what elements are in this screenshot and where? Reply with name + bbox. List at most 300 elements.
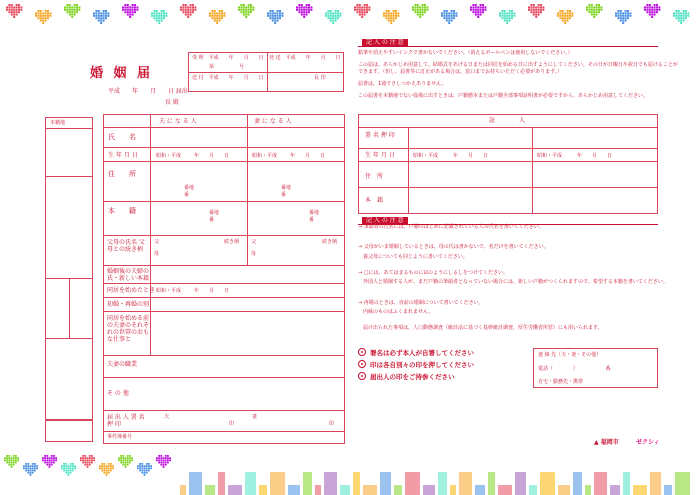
heart-pixel: [46, 459, 48, 461]
heart-pixel: [42, 459, 44, 461]
heart-pixel: [620, 17, 622, 19]
heart-pixel: [422, 6, 424, 8]
heart-pixel: [569, 17, 571, 19]
heart-pixel: [100, 15, 102, 17]
heart-pixel: [446, 15, 448, 17]
heart-pixel: [221, 10, 223, 12]
heart-pixel: [337, 10, 339, 12]
heart-pixel: [132, 6, 134, 8]
heart-pixel: [82, 462, 84, 464]
heart-pixel: [20, 6, 22, 8]
heart-pixel: [269, 17, 271, 19]
heart-pixel: [27, 467, 29, 469]
heart-pixel: [243, 11, 245, 13]
heart-pixel: [480, 9, 482, 11]
heart-pixel: [562, 12, 564, 14]
heart-pixel: [540, 6, 542, 8]
heart-pixel: [562, 20, 564, 22]
heart-pixel: [13, 457, 15, 459]
skyline-building: [315, 485, 321, 495]
heart-pixel: [112, 465, 114, 467]
heart-pixel: [144, 472, 146, 474]
heart-pixel: [567, 10, 569, 12]
heart-pixel: [250, 9, 252, 11]
heart-pixel: [44, 457, 46, 459]
heart-pixel: [45, 15, 47, 17]
heart-pixel: [108, 472, 110, 474]
heart-pixel: [68, 470, 70, 472]
heart-pixel: [620, 20, 622, 22]
heart-pixel: [163, 462, 165, 464]
heart-pixel: [72, 467, 74, 469]
sent-label: 発 送 平成 年 月 日: [269, 55, 341, 61]
bottom-note-1: 署名は必ず本人が自署してください: [370, 349, 474, 357]
heart-pixel: [76, 9, 78, 11]
heart-pixel: [141, 463, 143, 465]
heart-pixel: [533, 11, 535, 13]
heart-pixel: [656, 4, 658, 6]
heart-pixel: [600, 9, 602, 11]
heart-pixel: [74, 465, 76, 467]
heart-pixel: [533, 14, 535, 16]
heart-pixel: [160, 457, 162, 459]
heart-pixel: [593, 9, 595, 11]
wife-birth-ymd: 年 月 日: [290, 153, 326, 159]
heart-pixel: [649, 6, 651, 8]
heart-pixel: [303, 16, 305, 18]
husband-address-banchi: 番地: [184, 185, 195, 191]
heart-pixel: [250, 6, 252, 8]
skyline-building: [529, 485, 537, 495]
left-panel-header: 本籍地: [50, 120, 66, 126]
heart-pixel: [16, 4, 18, 6]
heart-pixel: [274, 17, 276, 19]
heart-pixel: [106, 467, 108, 469]
heart-pixel: [49, 15, 51, 17]
heart-pixel: [32, 470, 34, 472]
heart-pixel: [32, 465, 34, 467]
heart-pixel: [13, 6, 15, 8]
heart-pixel: [127, 457, 129, 459]
skyline-pattern: [0, 445, 700, 495]
heart-pixel: [46, 464, 48, 466]
heart-pixel: [274, 12, 276, 14]
heart-pixel: [42, 457, 44, 459]
heart-pixel: [240, 9, 242, 11]
heart-pixel: [146, 467, 148, 469]
heart-pixel: [453, 10, 455, 12]
cohabit-ymd: 年 月 日: [194, 288, 230, 294]
heart-pixel: [103, 10, 105, 12]
heart-pixel: [538, 14, 540, 16]
skyline-building: [540, 472, 555, 495]
heart-pixel: [125, 464, 127, 466]
heart-pixel: [530, 9, 532, 11]
heart-pixel: [82, 459, 84, 461]
heart-pixel: [598, 9, 600, 11]
heart-pixel: [356, 6, 358, 8]
brand-logo: ゼクシィ: [636, 439, 660, 446]
heart-pixel: [65, 470, 67, 472]
heart-pixel: [15, 455, 17, 457]
heart-pixel: [591, 14, 593, 16]
heart-pixel: [511, 15, 513, 17]
heart-pixel: [27, 463, 29, 465]
heart-pixel: [591, 9, 593, 11]
heart-pixel: [455, 12, 457, 14]
heart-pixel: [16, 14, 18, 16]
heart-pixel: [153, 15, 155, 17]
heart-pixel: [127, 6, 129, 8]
heart-pixel: [446, 12, 448, 14]
heart-pixel: [103, 463, 105, 465]
skyline-building: [515, 472, 526, 495]
heart-pixel: [646, 6, 648, 8]
heart-pixel: [501, 15, 503, 17]
heart-pixel: [127, 14, 129, 16]
heart-pixel: [441, 12, 443, 14]
heart-pixel: [617, 10, 619, 12]
heart-pixel: [156, 17, 158, 19]
husband-address-ban: 番: [184, 192, 190, 198]
skyline-building: [218, 472, 225, 495]
heart-pixel: [359, 11, 361, 13]
heart-pixel: [156, 20, 158, 22]
heart-pixel: [139, 467, 141, 469]
heart-pixel: [625, 12, 627, 14]
heart-pixel: [187, 9, 189, 11]
heart-pixel: [18, 11, 20, 13]
heart-pixel: [678, 12, 680, 14]
skyline-building: [459, 472, 472, 495]
heart-pixel: [221, 15, 223, 17]
heart-pixel: [656, 9, 658, 11]
first-marriage-row-label: 初婚・再婚の別: [107, 301, 150, 308]
heart-pixel: [419, 14, 421, 16]
heart-pixel: [484, 6, 486, 8]
heart-pixel: [335, 12, 337, 14]
heart-pixel: [40, 17, 42, 19]
heart-pixel: [477, 11, 479, 13]
heart-pixel: [6, 462, 8, 464]
heart-pixel: [511, 17, 513, 19]
heart-pixel: [559, 12, 561, 14]
heart-pixel: [310, 6, 312, 8]
heart-pixel: [279, 12, 281, 14]
heart-pixel: [598, 11, 600, 13]
heart-pixel: [530, 11, 532, 13]
heart-pixel: [675, 17, 677, 19]
heart-pixel: [678, 20, 680, 22]
heart-pixel: [644, 9, 646, 11]
heart-pixel: [243, 9, 245, 11]
heart-pixel: [625, 20, 627, 22]
heart-pixel: [678, 10, 680, 12]
heart-pixel: [98, 10, 100, 12]
heart-pixel: [419, 6, 421, 8]
heart-pixel: [141, 470, 143, 472]
heart-pixel: [101, 470, 103, 472]
heart-pixel: [11, 459, 13, 461]
heart-pixel: [557, 15, 559, 17]
heart-pixel: [49, 12, 51, 14]
heart-pixel: [160, 455, 162, 457]
heart-pixel: [185, 14, 187, 16]
heart-pixel: [675, 15, 677, 17]
heart-pixel: [71, 9, 73, 11]
skyline-building: [363, 485, 377, 495]
heart-pixel: [108, 470, 110, 472]
heart-pixel: [103, 465, 105, 467]
heart-pixel: [71, 16, 73, 18]
heart-pixel: [74, 9, 76, 11]
heart-pixel: [49, 462, 51, 464]
heart-pixel: [131, 459, 133, 461]
heart-pixel: [393, 12, 395, 14]
heart-pixel: [214, 15, 216, 17]
heart-pixel: [127, 462, 129, 464]
heart-pixel: [361, 6, 363, 8]
heart-pixel: [279, 10, 281, 12]
heart-pixel: [132, 9, 134, 11]
heart-pixel: [593, 6, 595, 8]
heart-pixel: [685, 12, 687, 14]
heart-pixel: [120, 462, 122, 464]
heart-pixel: [506, 22, 508, 24]
heart-pixel: [388, 10, 390, 12]
reception-box: [188, 52, 344, 92]
heart-pixel: [426, 9, 428, 11]
heart-pixel: [419, 16, 421, 18]
heart-pixel: [622, 15, 624, 17]
heart-pixel: [388, 12, 390, 14]
heart-pixel: [30, 470, 32, 472]
heart-pixel: [76, 11, 78, 13]
heart-pixel: [76, 6, 78, 8]
skyline-building: [380, 472, 391, 495]
heart-pixel: [364, 11, 366, 13]
heart-pixel: [296, 6, 298, 8]
heart-pixel: [103, 12, 105, 14]
heart-pixel: [219, 10, 221, 12]
heart-pixel: [480, 4, 482, 6]
heart-pixel: [593, 11, 595, 13]
heart-pixel: [25, 467, 27, 469]
heart-pixel: [100, 17, 102, 19]
signature-husband-seal: 印: [229, 421, 235, 427]
husband-mother: 母: [154, 251, 160, 257]
heart-pixel: [156, 12, 158, 14]
heart-pixel: [87, 457, 89, 459]
heart-pixel: [446, 17, 448, 19]
heart-pixel: [385, 10, 387, 12]
heart-pixel: [615, 15, 617, 17]
heart-pixel: [103, 470, 105, 472]
heart-pixel: [385, 12, 387, 14]
heart-pixel: [506, 12, 508, 14]
heart-pixel: [395, 15, 397, 17]
heart-pixel: [390, 12, 392, 14]
heart-pixel: [564, 22, 566, 24]
heart-pixel: [622, 12, 624, 14]
heart-pixel: [18, 9, 20, 11]
heart-pixel: [25, 465, 27, 467]
heart-pixel: [622, 20, 624, 22]
heart-pixel: [192, 9, 194, 11]
contact-title: 連 絡 先（夫・妻・その他）: [538, 352, 602, 358]
heart-pixel: [161, 20, 163, 22]
heart-pixel: [557, 12, 559, 14]
heart-pixel: [192, 11, 194, 13]
heart-pixel: [66, 4, 68, 6]
heart-pixel: [190, 4, 192, 6]
heart-pixel: [80, 459, 82, 461]
heart-pixel: [673, 15, 675, 17]
heart-pixel: [569, 10, 571, 12]
heart-pixel: [559, 15, 561, 17]
heart-pixel: [190, 9, 192, 11]
heart-pixel: [240, 4, 242, 6]
heart-pixel: [651, 11, 653, 13]
heart-pixel: [66, 11, 68, 13]
heart-pixel: [108, 463, 110, 465]
job-row-label: 夫妻の職業: [107, 361, 138, 368]
heart-pixel: [359, 14, 361, 16]
heart-pixel: [63, 463, 65, 465]
heart-pixel: [18, 4, 20, 6]
heart-pixel: [61, 465, 63, 467]
heart-pixel: [274, 22, 276, 24]
heart-pixel: [559, 17, 561, 19]
heart-pixel: [354, 9, 356, 11]
heart-pixel: [451, 12, 453, 14]
heart-pixel: [252, 6, 254, 8]
heart-pixel: [182, 11, 184, 13]
husband-birth-ymd: 年 月 日: [194, 153, 230, 159]
heart-pixel: [141, 465, 143, 467]
heart-pixel: [141, 467, 143, 469]
note-line-3: できます。（但し、届書等に訂正がある場合は、窓口までお持ちいただく必要があります。）: [358, 69, 563, 75]
heart-pixel: [308, 6, 310, 8]
heart-pixel: [472, 6, 474, 8]
heart-pixel: [153, 17, 155, 19]
heart-pixel: [127, 11, 129, 13]
skyline-building: [438, 472, 447, 495]
contact-box: [533, 348, 658, 388]
heart-pixel: [306, 4, 308, 6]
heart-pixel: [308, 9, 310, 11]
heart-pixel: [51, 462, 53, 464]
heart-pixel: [42, 12, 44, 14]
husband-domicile-ban: 番: [209, 217, 215, 223]
skyline-building: [675, 472, 690, 495]
heart-pixel: [310, 9, 312, 11]
heart-pixel: [194, 6, 196, 8]
heart-pixel: [646, 4, 648, 6]
cohabit-row-label: 同居を始めたとき: [107, 287, 156, 294]
heart-pixel: [13, 464, 15, 466]
heart-pixel: [219, 15, 221, 17]
heart-pixel: [42, 15, 44, 17]
husband-birth-era: 昭和・平成: [156, 153, 182, 159]
heart-pixel: [535, 16, 537, 18]
heart-pixel: [74, 11, 76, 13]
heart-pixel: [127, 9, 129, 11]
heart-pixel: [509, 10, 511, 12]
heart-pixel: [274, 15, 276, 17]
heart-pixel: [501, 17, 503, 19]
heart-pixel: [654, 6, 656, 8]
husband-domicile-banchi: 番地: [209, 210, 220, 216]
new-domicile-row-label: 婚姻後の夫婦の 氏・新しい本籍: [107, 268, 150, 282]
heart-pixel: [27, 470, 29, 472]
heart-pixel: [148, 470, 150, 472]
heart-pixel: [71, 14, 73, 16]
skyline-building: [573, 472, 582, 495]
heart-pixel: [281, 15, 283, 17]
heart-pixel: [627, 15, 629, 17]
heart-pixel: [274, 20, 276, 22]
heart-pixel: [103, 20, 105, 22]
heart-pixel: [678, 17, 680, 19]
heart-pixel: [267, 12, 269, 14]
side-note-2: → 父母がいま婚姻しているときは、母の氏は書かないで、名だけを書いてください。: [358, 244, 549, 250]
side-note-7: 内縁のものはふくまれません。: [358, 309, 434, 315]
skyline-building: [650, 472, 661, 495]
heart-pixel: [160, 462, 162, 464]
heart-pixel: [219, 17, 221, 19]
heart-pixel: [55, 457, 57, 459]
heart-pixel: [34, 467, 36, 469]
heart-pixel: [301, 9, 303, 11]
witness-address-label: 住 所: [365, 173, 384, 180]
heart-pixel: [137, 467, 139, 469]
skyline-building: [189, 472, 202, 495]
skyline-building: [623, 472, 630, 495]
heart-pixel: [185, 6, 187, 8]
heart-pixel: [588, 11, 590, 13]
heart-pixel: [327, 12, 329, 14]
heart-pixel: [158, 15, 160, 17]
heart-pixel: [65, 467, 67, 469]
heart-pixel: [214, 17, 216, 19]
heart-pixel: [129, 16, 131, 18]
heart-pixel: [187, 16, 189, 18]
heart-pixel: [192, 6, 194, 8]
heart-pixel: [120, 459, 122, 461]
heart-pixel: [120, 455, 122, 457]
heart-pixel: [482, 6, 484, 8]
heart-pixel: [124, 11, 126, 13]
heart-pixel: [627, 12, 629, 14]
notes-header: 記 入 の 注 意: [362, 39, 408, 46]
heart-pixel: [472, 9, 474, 11]
heart-pixel: [267, 15, 269, 17]
heart-pixel: [564, 20, 566, 22]
heart-pixel: [136, 9, 138, 11]
heart-pixel: [658, 9, 660, 11]
top-decoration-band: [0, 0, 700, 28]
heart-pixel: [127, 464, 129, 466]
heart-pixel: [390, 20, 392, 22]
heart-pixel: [620, 12, 622, 14]
heart-pixel: [269, 12, 271, 14]
heart-pixel: [596, 9, 598, 11]
skyline-building: [664, 485, 672, 495]
heart-pixel: [30, 465, 32, 467]
chief-label: 長 印: [314, 75, 326, 81]
heart-pixel: [98, 20, 100, 22]
